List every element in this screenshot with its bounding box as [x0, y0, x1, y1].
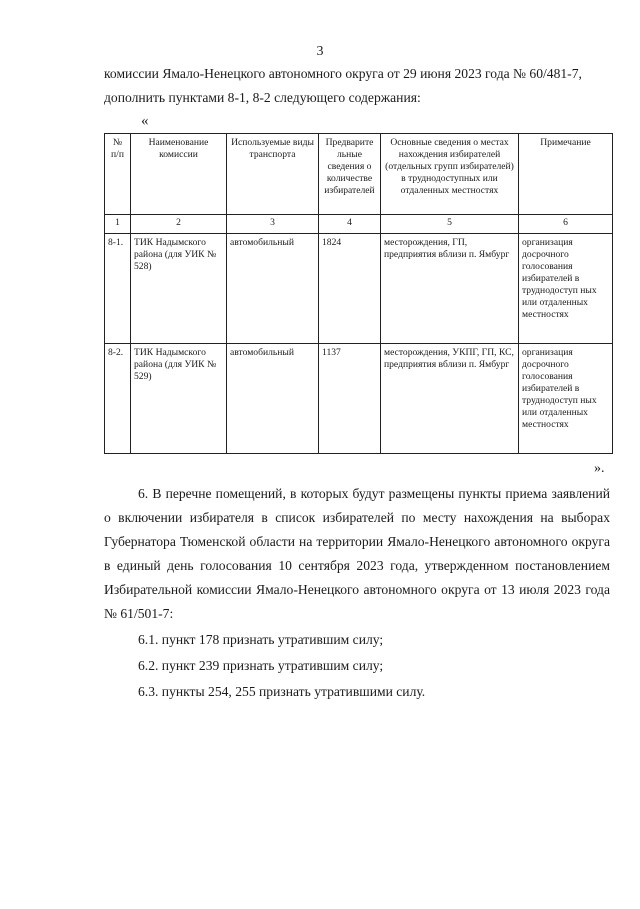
row-places: месторождения, ГП, предприятия вблизи п. Ямбург [381, 234, 519, 344]
header-places: Основные сведения о местах нахождения избирателей (отдельных групп избирателей) в труднодоступных или отдаленных местностях [381, 134, 519, 215]
opening-quote: « [141, 113, 149, 129]
column-number: 4 [319, 215, 381, 234]
header-note: Примечание [519, 134, 613, 215]
intro-line-2: дополнить пунктами 8-1, 8-2 следующего содержания: [104, 90, 421, 105]
transport-table [104, 133, 613, 454]
row-commission: ТИК Надымского района (для УИК № 529) [131, 344, 227, 454]
row-places: месторождения, УКПГ, ГП, КС, предприятия вблизи п. Ямбург [381, 344, 519, 454]
closing-quote: ». [594, 461, 605, 476]
column-number: 5 [381, 215, 519, 234]
column-number: 1 [105, 215, 131, 234]
intro-line-1: комиссии Ямало-Ненецкого автономного округа от 29 июня 2023 года № 60/481-7, [104, 66, 582, 81]
row-note: организация досрочного голосования избирателей в труднодоступ ных или отдаленных местностях [519, 234, 613, 344]
row-voters: 1824 [319, 234, 381, 344]
column-number: 3 [227, 215, 319, 234]
row-transport: автомобильный [227, 234, 319, 344]
list-item: 6.3. пункты 254, 255 признать утратившими силу. [138, 684, 426, 699]
column-number: 2 [131, 215, 227, 234]
row-number: 8-1. [105, 234, 131, 344]
table-row [105, 234, 613, 344]
row-commission: ТИК Надымского района (для УИК № 528) [131, 234, 227, 344]
row-number: 8-2. [105, 344, 131, 454]
header-number: № п/п [105, 134, 131, 215]
row-note: организация досрочного голосования избирателей в труднодоступ ных или отдаленных местностях [519, 344, 613, 454]
table-column-numbers-row [105, 215, 613, 234]
list-item: 6.2. пункт 239 признать утратившим силу; [138, 658, 384, 673]
page-number: 3 [316, 44, 324, 59]
header-commission: Наименование комиссии [131, 134, 227, 215]
paragraph-6: 6. В перечне помещений, в которых будут размещены пункты приема заявлений о включении избирателя в список избирателей по месту нахождения на выборах Губернатора Тюменской области на территории Ямало-Ненецкого автономного округа в единый день голосования 10 сентября 2023 года, утвержденном постановлением Избирательной комиссии Ямало-Ненецкого автономного округа от 13 июля 2023 года № 61/501-7: [104, 486, 610, 621]
header-transport: Используемые виды транспорта [227, 134, 319, 215]
row-voters: 1137 [319, 344, 381, 454]
list-item: 6.1. пункт 178 признать утратившим силу; [138, 632, 384, 647]
table-row [105, 344, 613, 454]
table-header-row [105, 134, 613, 215]
header-voters: Предварите льные сведения о количестве избирателей [319, 134, 381, 215]
row-transport: автомобильный [227, 344, 319, 454]
column-number: 6 [519, 215, 613, 234]
